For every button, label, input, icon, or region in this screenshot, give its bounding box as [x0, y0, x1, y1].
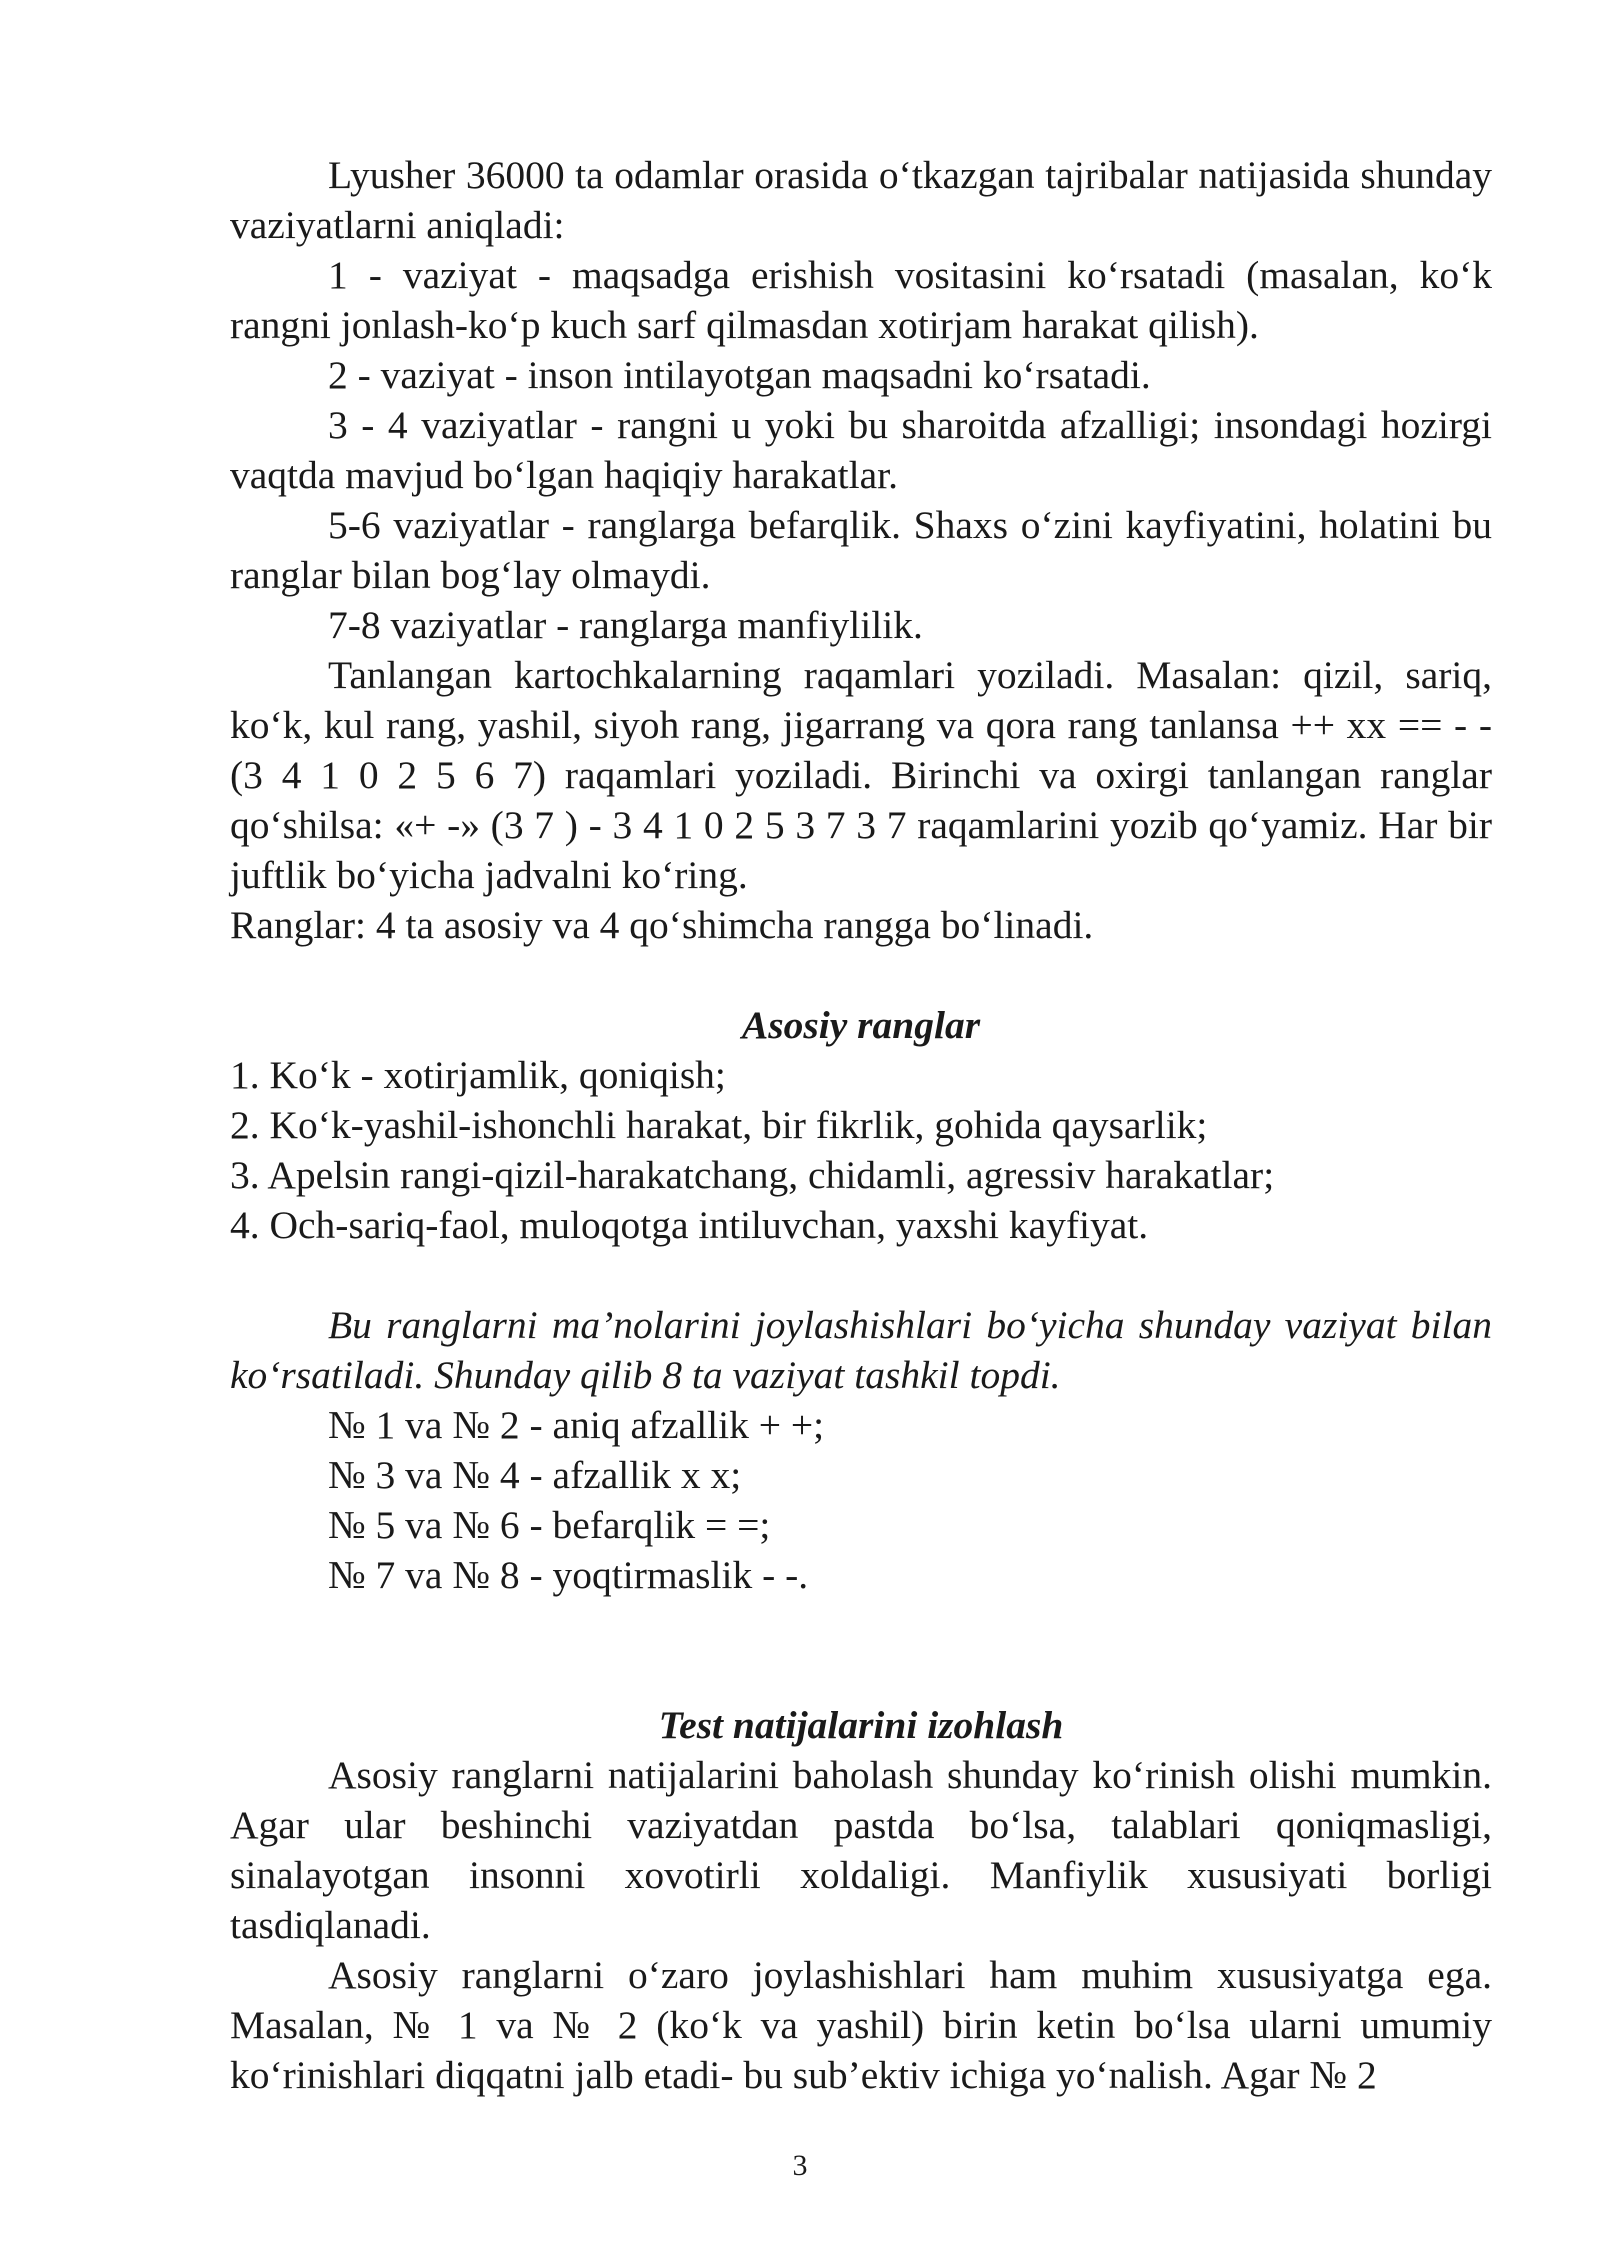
paragraph-interpretation-1: Asosiy ranglarni natijalarini baholash shunday ko‘rinish olishi mumkin. Agar ular beshinchi vaziyatdan pastda bo‘lsa, talablari qoniqmasligi, sinalayotgan insonni xovotirli xoldaligi. Manfiylik xususiyati borligi tasdiqlanadi.	[230, 1753, 1492, 1947]
spacer	[230, 1600, 1492, 1700]
basic-colors-list	[230, 1050, 1492, 1250]
paragraph-italic-situations: Bu ranglarni ma’nolarini joylashishlari bo‘yicha shunday vaziyat bilan ko‘rsatiladi. Shunday qilib 8 ta vaziyat tashkil topdi.	[230, 1303, 1492, 1397]
paragraph-interpretation-2: Asosiy ranglarni o‘zaro joylashishlari ham muhim xususiyatga ega. Masalan, № 1 va № 2 (ko‘k va yashil) birin ketin bo‘lsa ularni umumiy ko‘rinishlari diqqatni jalb etadi- bu sub’ektiv ichiga yo‘nalish. Agar № 2	[230, 1953, 1492, 2097]
spacer	[230, 950, 1492, 1000]
paragraph-situation-1: 1 - vaziyat - maqsadga erishish vositasini ko‘rsatadi (masalan, ko‘k rangni jonlash-ko‘p kuch sarf qilmasdan xotirjam harakat qilish).	[230, 253, 1492, 347]
list-item: 4. Och-sariq-faol, muloqotga intiluvchan, yaxshi kayfiyat.	[230, 1203, 1149, 1247]
paragraph-situation-3-4: 3 - 4 vaziyatlar - rangni u yoki bu sharoitda afzalligi; insondagi hozirgi vaqtda mavjud bo‘lgan haqiqiy harakatlar.	[230, 403, 1492, 497]
spacer	[230, 1250, 1492, 1300]
page-number: 3	[792, 2149, 808, 2182]
list-item: 1. Ko‘k - xotirjamlik, qoniqish;	[230, 1053, 726, 1097]
section-heading-test-natijalari: Test natijalarini izohlash	[658, 1703, 1064, 1747]
paragraph-cards-example: Tanlangan kartochkalarning raqamlari yoziladi. Masalan: qizil, sariq, ko‘k, kul rang, yashil, siyoh rang, jigarrang va qora rang tanlansa ++ xx == - - (3 4 1 0 2 5 6 7) raqamlari yoziladi. Birinchi va oxirgi tanlangan ranglar qo‘shilsa: «+ -» (3 7 ) - 3 4 1 0 2 5 3 7 3 7 raqamlarini yozib qo‘yamiz. Har bir juftlik bo‘yicha jadvalni ko‘ring.	[230, 653, 1492, 897]
list-item: 2. Ko‘k-yashil-ishonchli harakat, bir fikrlik, gohida qaysarlik;	[230, 1103, 1208, 1147]
paragraph-ranglar: Ranglar: 4 ta asosiy va 4 qo‘shimcha rangga bo‘linadi.	[230, 903, 1094, 947]
list-item: № 5 va № 6 - befarqlik = =;	[328, 1503, 771, 1547]
list-item: № 3 va № 4 - afzallik x x;	[328, 1453, 742, 1497]
paragraph-situation-5-6: 5-6 vaziyatlar - ranglarga befarqlik. Shaxs o‘zini kayfiyatini, holatini bu ranglar bilan bog‘lay olmaydi.	[230, 503, 1492, 597]
list-item: 3. Apelsin rangi-qizil-harakatchang, chidamli, agressiv harakatlar;	[230, 1153, 1275, 1197]
paragraph-situation-7-8: 7-8 vaziyatlar - ranglarga manfiylilik.	[328, 603, 923, 647]
paragraph-situation-2: 2 - vaziyat - inson intilayotgan maqsadni ko‘rsatadi.	[328, 353, 1151, 397]
section-heading-asosiy-ranglar: Asosiy ranglar	[741, 1003, 981, 1047]
page-content	[230, 150, 1492, 2100]
list-item: № 1 va № 2 - aniq afzallik + +;	[328, 1403, 825, 1447]
list-item: № 7 va № 8 - yoqtirmaslik - -.	[328, 1553, 809, 1597]
paragraph-intro: Lyusher 36000 ta odamlar orasida o‘tkazgan tajribalar natijasida shunday vaziyatlarni aniqladi:	[230, 153, 1492, 247]
situations-list	[230, 1400, 1492, 1600]
